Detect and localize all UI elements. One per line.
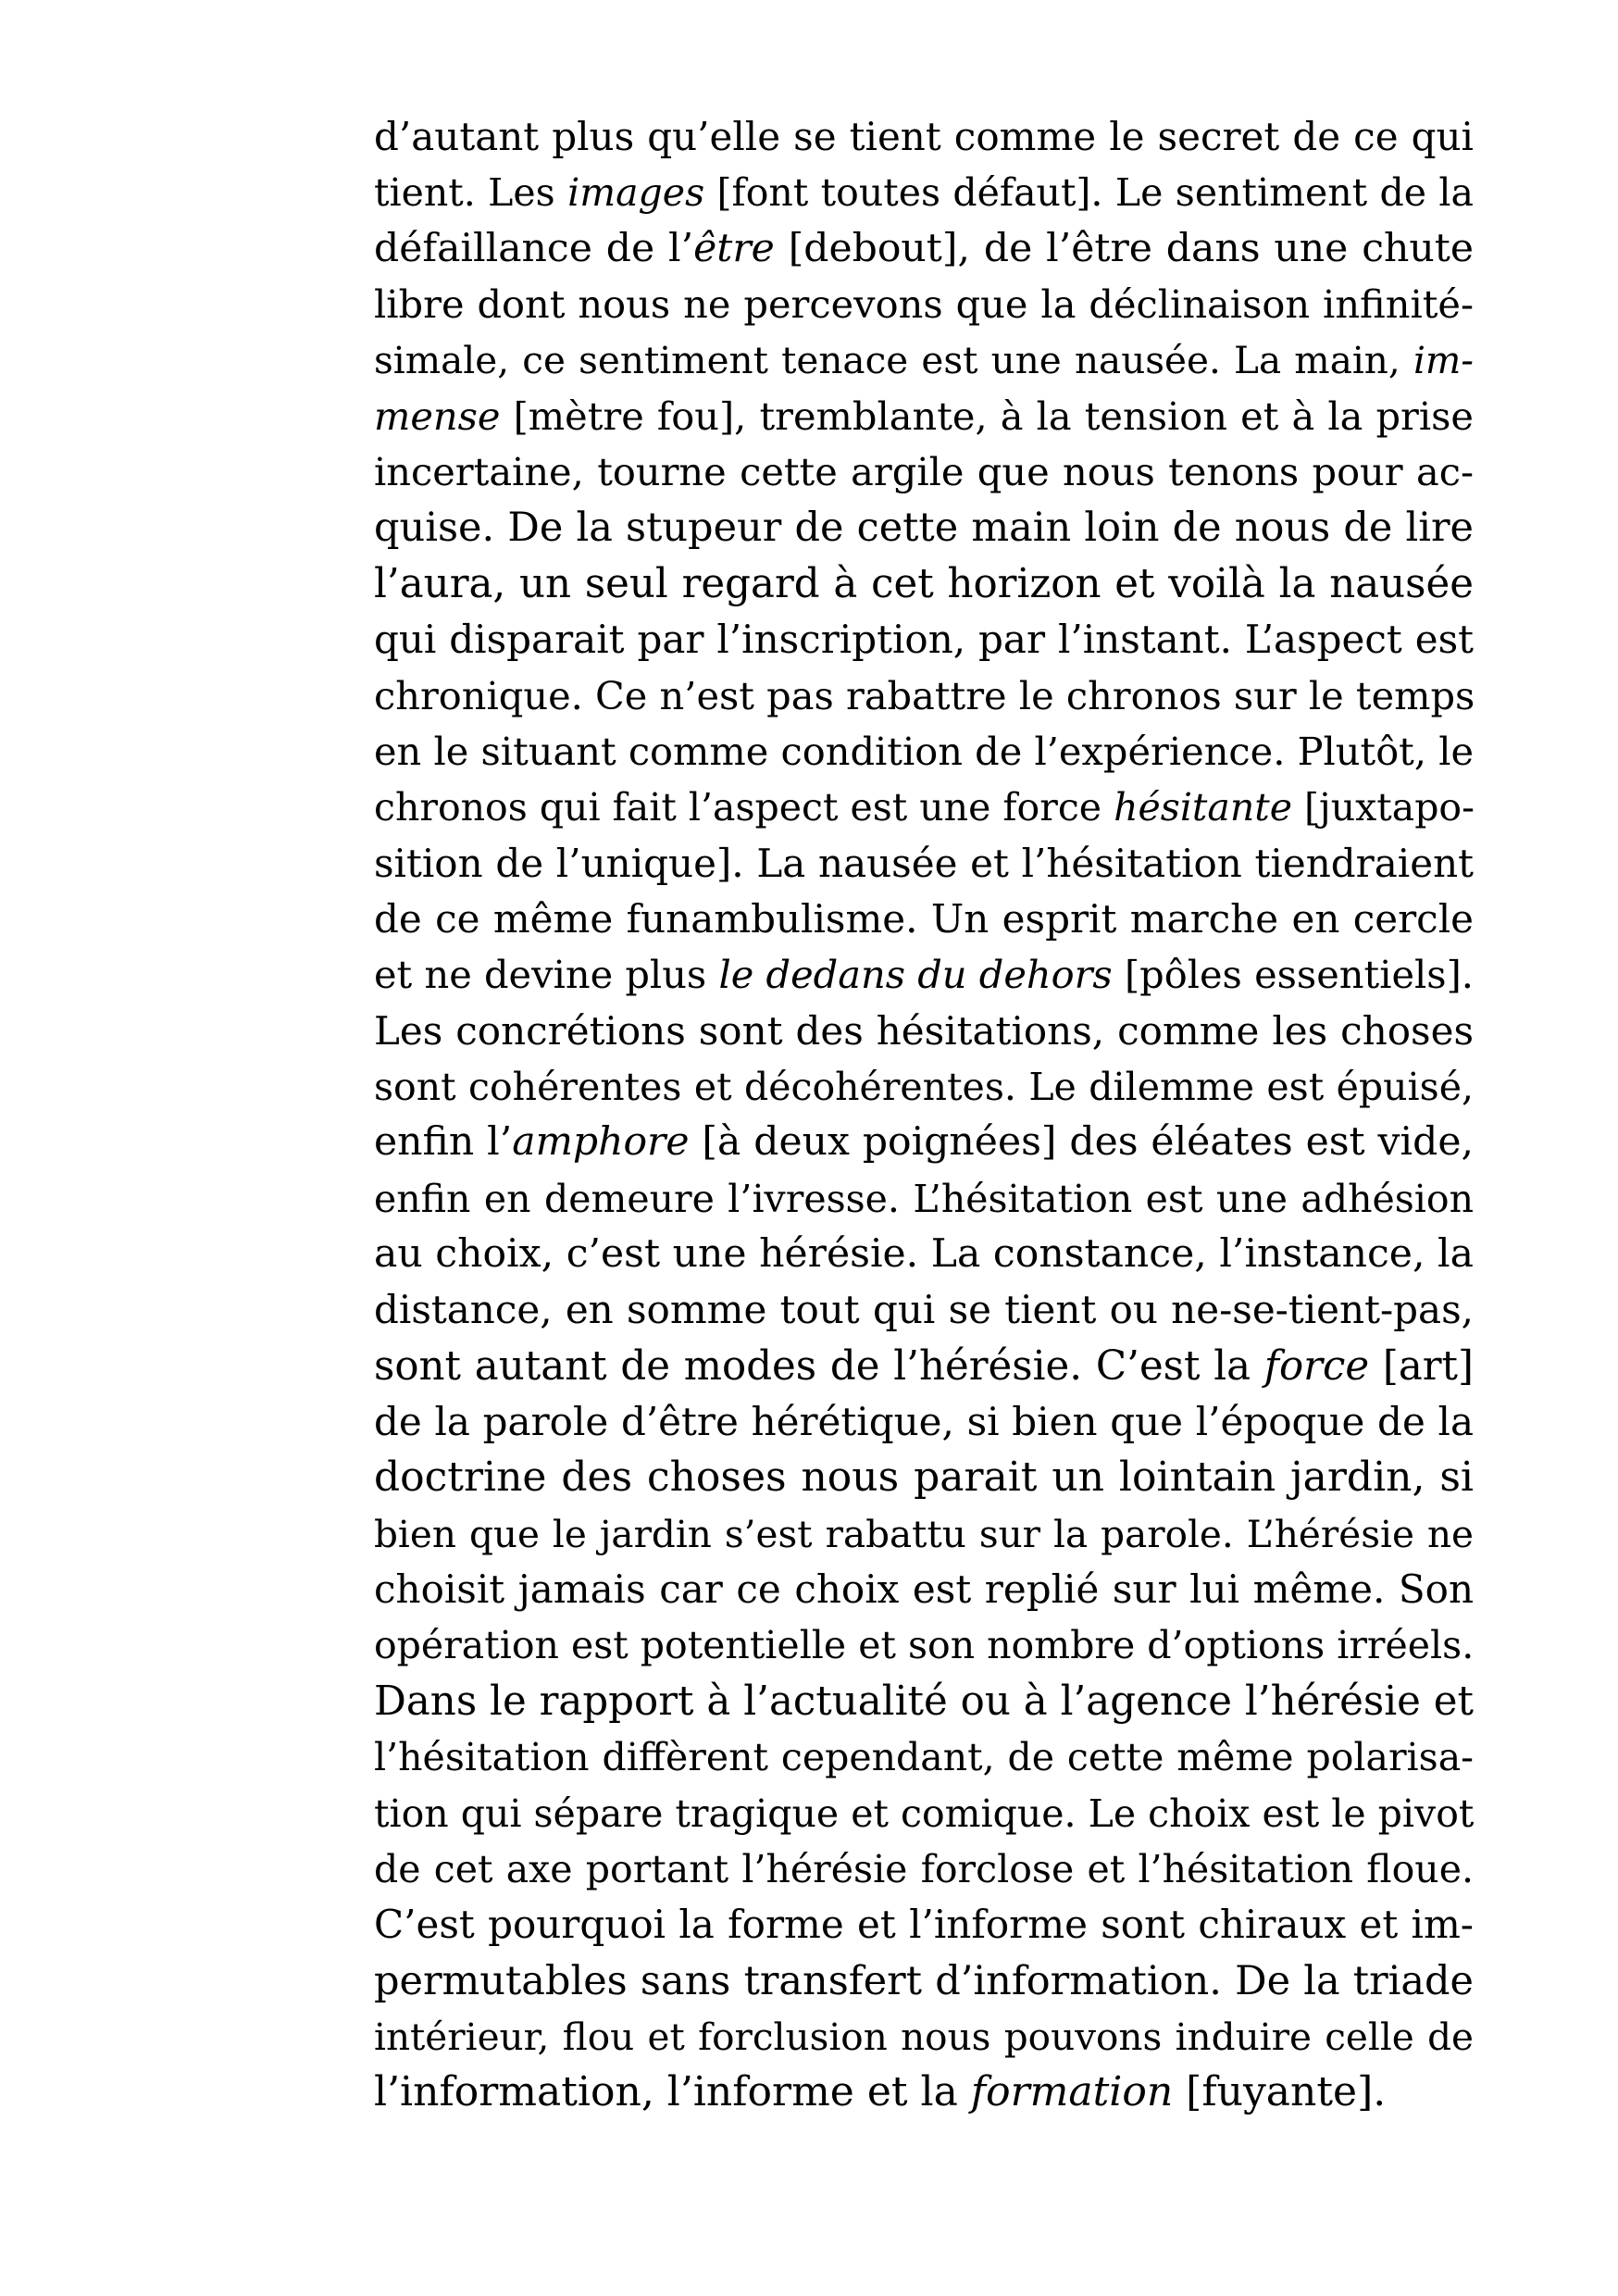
text-segment: en le situant comme condition de l’expérience. Plutôt, le — [374, 728, 1475, 774]
text-line — [374, 1506, 1474, 1562]
text-line — [374, 1729, 1474, 1785]
text-segment: d’autant plus qu’elle se tient comme le secret de ce qui — [374, 114, 1474, 159]
text-segment: permutables sans transfert d’information. De la triade — [374, 1957, 1474, 2004]
text-segment: intérieur, flou et forclusion nous pouvons induire celle de — [374, 2014, 1474, 2059]
text-segment: bien que le jardin s’est rabattu sur la parole. L’hérésie ne — [374, 1511, 1474, 1556]
text-line — [374, 389, 1474, 444]
italic-text-segment: hésitante — [1114, 785, 1292, 830]
italic-text-segment: mense — [374, 393, 501, 439]
text-line — [374, 1841, 1474, 1897]
italic-text-segment: images — [567, 170, 705, 216]
text-segment: de la parole d’être hérétique, si bien que l’époque de la — [374, 1399, 1474, 1445]
italic-text-segment: amphore — [512, 1119, 690, 1166]
text-segment: [font toutes défaut]. Le sentiment de la — [704, 170, 1474, 216]
text-line — [374, 221, 1474, 277]
text-line — [374, 500, 1474, 555]
text-line — [374, 1004, 1474, 1059]
italic-text-segment: le dedans du dehors — [718, 952, 1113, 998]
text-segment: l’information, l’informe et la — [374, 2068, 971, 2116]
text-line — [374, 332, 1474, 388]
text-segment: tion qui sépare tragique et comique. Le choix est le pivot — [374, 1791, 1475, 1836]
text-line — [374, 947, 1474, 1003]
text-line — [374, 2065, 1474, 2120]
text-segment: sition de l’unique]. La nausée et l’hésitation tiendraient — [374, 840, 1474, 886]
text-line — [374, 780, 1474, 835]
text-line — [374, 2009, 1474, 2065]
text-segment: [debout], de l’être dans une chute — [774, 225, 1474, 271]
text-segment: incertaine, tourne cette argile que nous tenons pour ac- — [374, 449, 1474, 495]
text-segment: chronique. Ce n’est pas rabattre le chronos sur le temps — [374, 672, 1475, 718]
text-segment: [juxtapo- — [1292, 785, 1475, 830]
text-segment: doctrine des choses nous parait un lointain jardin, si — [374, 1454, 1474, 1502]
text-segment: Dans le rapport à l’actualité ou à l’agence l’hérésie et — [374, 1678, 1474, 1725]
text-line — [374, 109, 1474, 165]
text-line — [374, 1394, 1474, 1450]
italic-text-segment: être — [693, 225, 775, 271]
text-line — [374, 1562, 1474, 1617]
text-segment: choisit jamais car ce choix est replié sur lui même. Son — [374, 1566, 1474, 1613]
text-line — [374, 1115, 1474, 1170]
italic-text-segment: im- — [1413, 338, 1474, 383]
text-line — [374, 1450, 1474, 1505]
italic-text-segment: formation — [970, 2068, 1174, 2116]
text-line — [374, 1674, 1474, 1729]
text-segment: simale, ce sentiment tenace est une nausée. La main, — [374, 338, 1413, 383]
text-line — [374, 1171, 1474, 1227]
text-segment: et ne devine plus — [374, 952, 719, 998]
text-line — [374, 1059, 1474, 1115]
text-line — [374, 1227, 1474, 1282]
text-segment: sont cohérentes et décohérentes. Le dilemme est épuisé, — [374, 1064, 1474, 1109]
text-segment: [mètre fou], tremblante, à la tension et à la prise — [500, 393, 1474, 439]
text-line — [374, 668, 1474, 724]
text-line — [374, 444, 1474, 500]
text-segment: quise. De la stupeur de cette main loin de nous de lire — [374, 505, 1474, 552]
text-segment: de cet axe portant l’hérésie forclose et l’hésitation floue. — [374, 1846, 1474, 1891]
text-segment: enfin en demeure l’ivresse. L’hésitation est une adhésion — [374, 1176, 1474, 1221]
text-line — [374, 892, 1474, 947]
text-line — [374, 165, 1474, 220]
text-segment: [à deux poignées] des éléates est vide, — [689, 1119, 1475, 1166]
text-line — [374, 556, 1474, 612]
text-segment: tient. Les — [374, 170, 568, 216]
text-segment: l’hésitation diffèrent cependant, de cette même polarisa- — [374, 1735, 1474, 1780]
italic-text-segment: force — [1263, 1342, 1370, 1390]
text-segment: [art] — [1369, 1342, 1474, 1390]
text-segment: sont autant de modes de l’hérésie. C’est la — [374, 1342, 1264, 1390]
text-line — [374, 724, 1474, 780]
text-segment: enfin l’ — [374, 1119, 513, 1166]
text-segment: chronos qui fait l’aspect est une force — [374, 785, 1114, 830]
text-segment: l’aura, un seul regard à cet horizon et voilà la nausée — [374, 560, 1474, 607]
text-line — [374, 1953, 1474, 2009]
text-line — [374, 1617, 1474, 1673]
text-segment: Les concrétions sont des hésitations, comme les choses — [374, 1007, 1474, 1054]
text-segment: défaillance de l’ — [374, 225, 694, 271]
text-segment: qui disparait par l’inscription, par l’instant. L’aspect est — [374, 617, 1474, 663]
text-segment: [pôles essentiels]. — [1112, 952, 1474, 998]
text-line — [374, 1786, 1474, 1841]
text-segment: [fuyante]. — [1173, 2068, 1387, 2116]
text-line — [374, 1897, 1474, 1953]
text-line — [374, 612, 1474, 668]
text-segment: opération est potentielle et son nombre d’options irréels. — [374, 1623, 1475, 1668]
text-segment: de ce même funambulisme. Un esprit marche en cercle — [374, 895, 1474, 942]
text-segment: C’est pourquoi la forme et l’informe sont chiraux et im- — [374, 1902, 1474, 1948]
text-segment: au choix, c’est une hérésie. La constance, l’instance, la — [374, 1231, 1474, 1277]
text-line — [374, 1339, 1474, 1394]
text-line — [374, 836, 1474, 892]
text-line — [374, 277, 1474, 332]
text-line — [374, 1282, 1474, 1338]
text-segment: distance, en somme tout qui se tient ou ne-se-tient-pas, — [374, 1287, 1474, 1333]
text-segment: libre dont nous ne percevons que la déclinaison infinité- — [374, 281, 1474, 328]
